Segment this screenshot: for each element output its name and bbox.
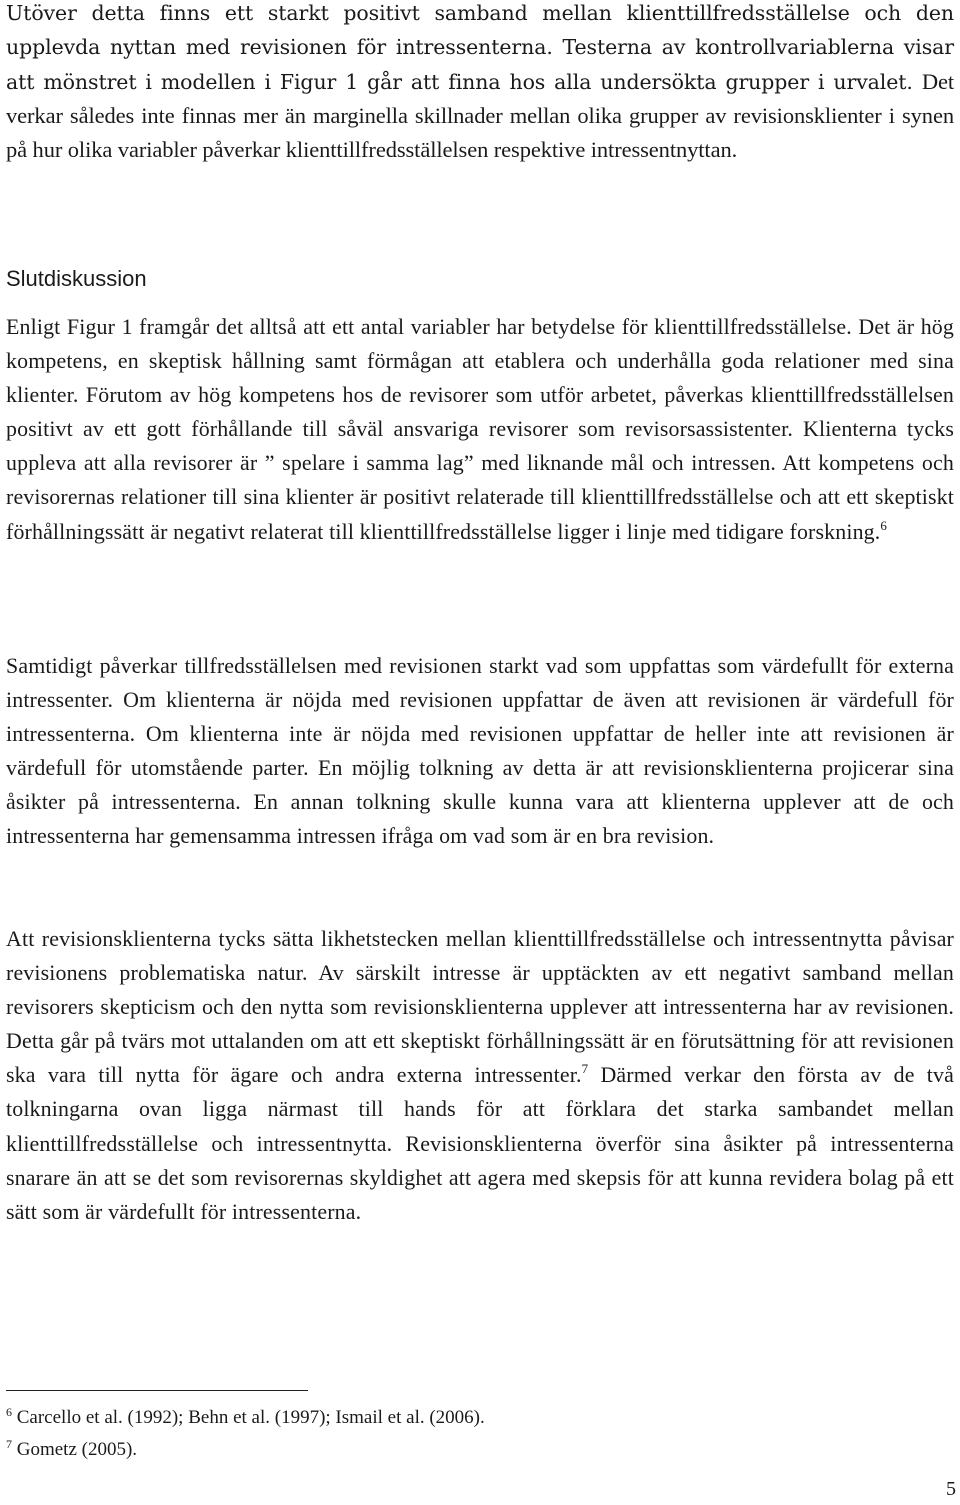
- footnote-7-text: Gometz (2005).: [16, 1439, 138, 1460]
- footnote-ref-7[interactable]: 7: [581, 1061, 589, 1077]
- paragraph-2: Samtidigt påverkar tillfredsställelsen med revisionen starkt vad som uppfattas som värdefullt för externa intressenter. Om klienterna är nöjda med revisionen uppfattar de även att revisionen är värdefull för intressenterna. Om klienterna inte är nöjda med revisionen uppfattar de heller inte att revisionen är värdefull för utomstående parter. En möjlig tolkning av detta är att revisionsklienterna projicerar sina åsikter på intressenterna. En annan tolkning skulle kunna vara att klienterna upplever att de och intressenterna har gemensamma intressen ifråga om vad som är en bra revision.: [6, 653, 954, 849]
- footnote-ref-6[interactable]: 6: [880, 517, 888, 533]
- page-number: 5: [946, 1478, 956, 1500]
- intro-paragraph: [6, 0, 954, 167]
- paragraph-1-text: Enligt Figur 1 framgår det alltså att ett antal variabler har betydelse för klienttillfredsställelse. Det är hög kompetens, en skeptisk hållning samt förmågan att etablera och underhålla goda relationer med sina klienter. Förutom av hög kompetens hos de revisorer som utför arbetet, påverkas klienttillfredsställelsen positivt av ett gott förhållande till såväl ansvariga revisorer som revisorsassistenter. Klienterna tycks uppleva att alla revisorer är ” spelare i samma lag” med liknande mål och intressen. Att kompetens och revisorernas relationer till sina klienter är positivt relaterade till klienttillfredsställelse och att ett skeptiskt förhållningssätt är negativt relaterat till klienttillfredsställelse ligger i linje med tidigare forskning.: [6, 314, 954, 544]
- footnote-6: [6, 1402, 954, 1434]
- footnote-7: [6, 1434, 954, 1466]
- section-heading: Slutdiskussion: [6, 266, 147, 291]
- intro-text-part2: Det verkar således inte finnas mer än marginella skillnader mellan olika grupper av revisionsklienter i synen på hur olika variabler påverkar klienttillfredsställelsen respektive intressentnyttan.: [6, 68, 954, 163]
- footnote-6-text: Carcello et al. (1992); Behn et al. (1997); Ismail et al. (2006).: [16, 1407, 485, 1428]
- paragraph-3: [6, 922, 954, 1229]
- intro-text-part1: Utöver detta finns ett starkt positivt samband mellan klienttillfredsställelse och den upplevda nyttan med revisionen för intressenterna. Testerna av kontrollvariablerna visar att mönstret i modellen i Figur 1 går att finna hos alla undersökta grupper i urvalet.: [6, 1, 954, 94]
- paragraph-1: [6, 310, 954, 549]
- footnote-divider: [6, 1390, 308, 1391]
- footnote-7-number: 7: [6, 1437, 12, 1451]
- paragraph-3-text-part2: Därmed verkar den första av de två tolkningarna ovan ligga närmast till hands för att förklara det starka sambandet mellan klienttillfredsställelse och intressentnytta. Revisionsklienterna överför sina åsikter på intressenterna snarare än att se det som revisorernas skyldighet att agera med skepsis för att kunna revidera bolag på ett sätt som är värdefullt för intressenterna.: [6, 1062, 954, 1224]
- paragraph-3-text-part1: Att revisionsklienterna tycks sätta likhetstecken mellan klienttillfredsställelse och intressentnytta påvisar revisionens problematiska natur. Av särskilt intresse är upptäckten av ett negativt samband mellan revisorers skepticism och den nytta som revisionsklienterna upplever att intressenterna har av revisionen. Detta går på tvärs mot uttalanden om att ett skeptiskt förhållningssätt är en förutsättning för att revisionen ska vara till nytta för ägare och andra externa intressenter.: [6, 926, 954, 1088]
- footnotes: [6, 1402, 954, 1466]
- footnote-6-number: 6: [6, 1405, 12, 1419]
